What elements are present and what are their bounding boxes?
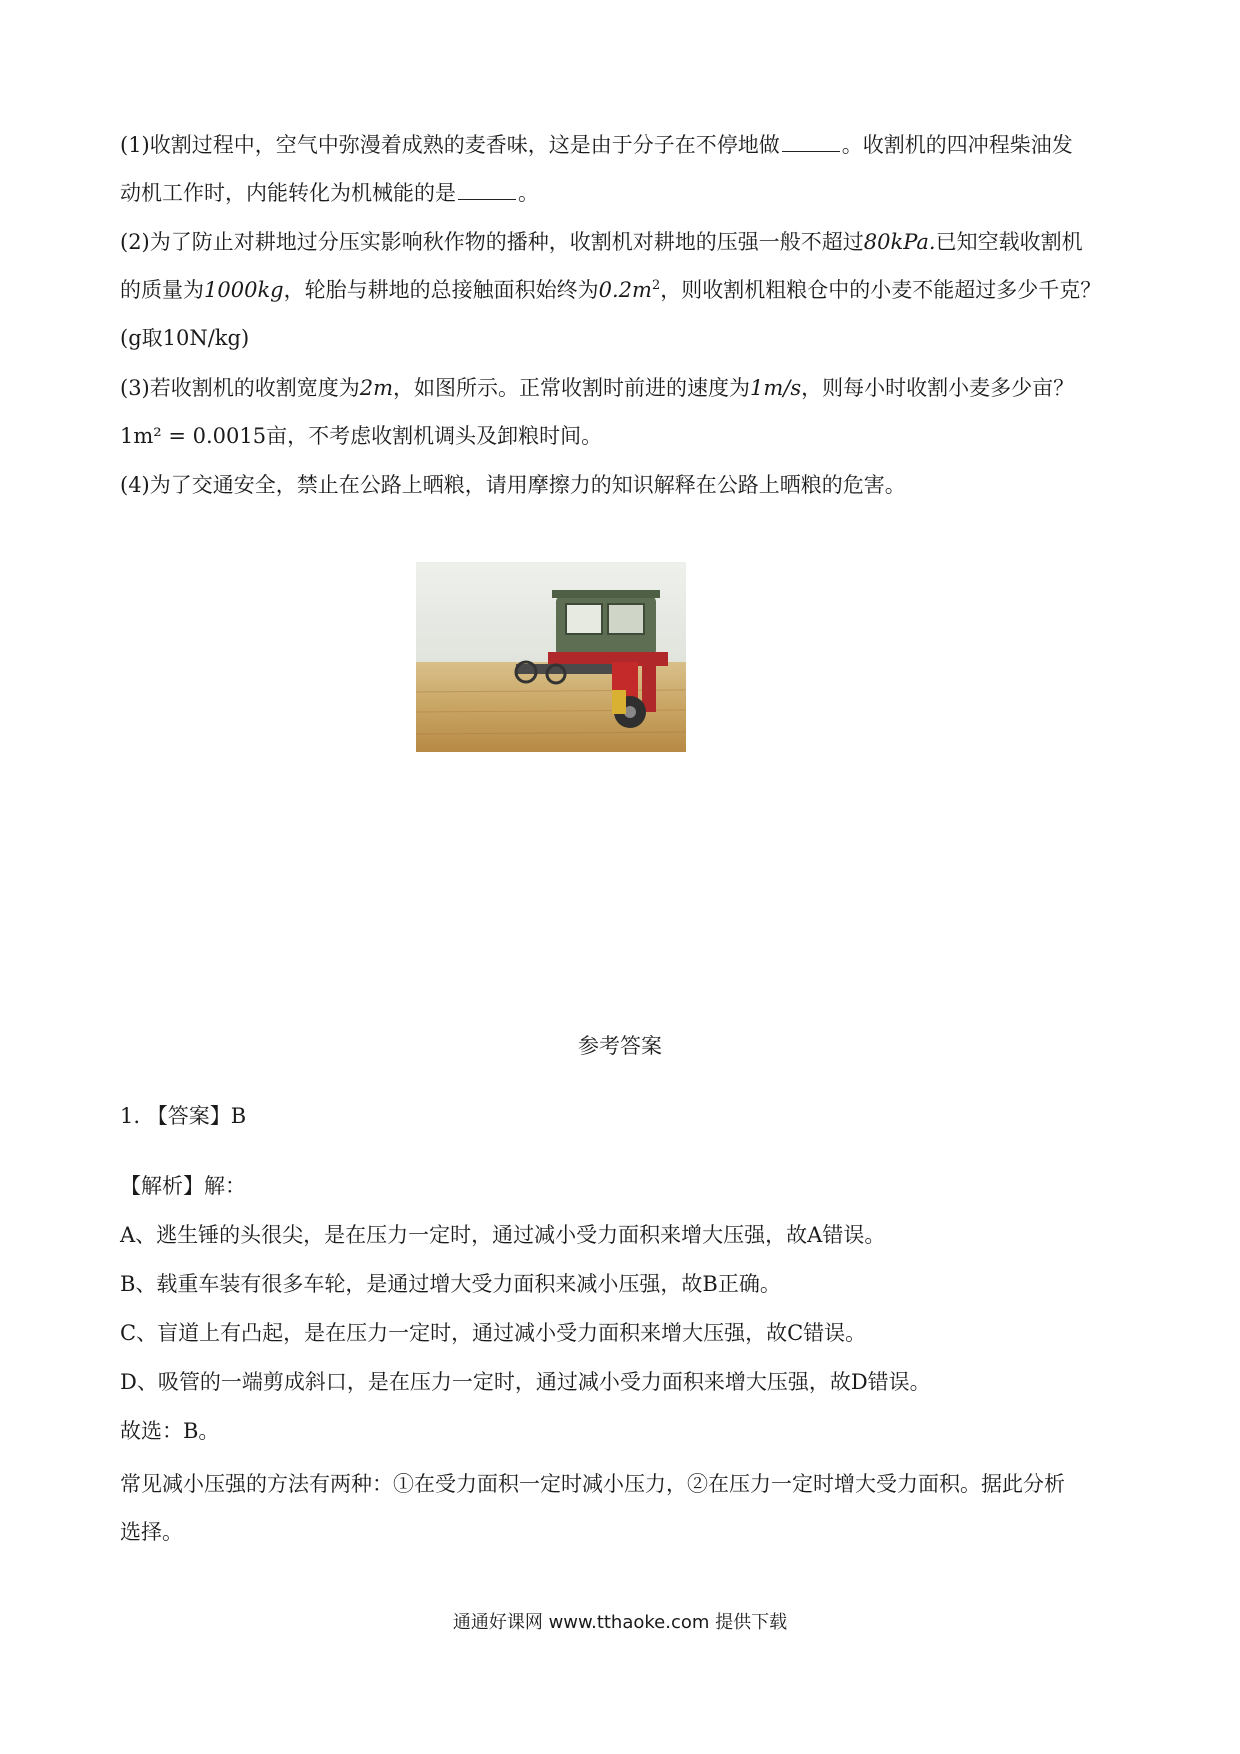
analysis-option-d: D、吸管的一端剪成斜口，是在压力一定时，通过减小受力面积来增大压强，故D错误。 — [120, 1370, 931, 1394]
question-3 — [120, 364, 1120, 460]
speed-value: 1m/s — [750, 376, 802, 400]
analysis-option-a: A、逃生锤的头很尖，是在压力一定时，通过减小受力面积来增大压强，故A错误。 — [120, 1223, 886, 1247]
answer-1: 1. 【答案】B — [120, 1104, 247, 1128]
q1-text-c: 动机工作时，内能转化为机械能的是 — [120, 181, 456, 205]
q1-text-d: 。 — [518, 181, 539, 205]
pressure-value: 80kPa. — [863, 230, 936, 254]
q4-text: (4)为了交通安全，禁止在公路上晒粮，请用摩擦力的知识解释在公路上晒粮的危害。 — [120, 473, 906, 497]
analysis-choice: 故选：B。 — [120, 1419, 220, 1443]
q2-text-b: 已知空载收割机 — [935, 230, 1083, 254]
analysis-label: 【解析】解： — [120, 1174, 246, 1198]
summary-line-1: 常见减小压强的方法有两种：①在受力面积一定时减小压力，②在压力一定时增大受力面积。据此分析 — [120, 1472, 1065, 1496]
question-4 — [120, 461, 1120, 509]
footer-credit: 通通好课网 www.tthaoke.com 提供下载 — [452, 1612, 788, 1633]
analysis-summary — [120, 1460, 1120, 1556]
q2-text-e: ，则收割机粗粮仓中的小麦不能超过多少千克？ — [660, 278, 1102, 302]
answer-blank — [458, 179, 516, 200]
width-value: 2m — [359, 376, 394, 400]
q2-text-f: (g取10N/kg) — [120, 326, 250, 350]
answer-blank — [782, 131, 840, 152]
q3-text-d: 1m² = 0.0015亩，不考虑收割机调头及卸粮时间。 — [120, 424, 603, 448]
analysis-option-b: B、载重车装有很多车轮，是通过增大受力面积来减小压强，故B正确。 — [120, 1272, 781, 1296]
harvester-photo — [416, 562, 686, 752]
q2-text-d: ，轮胎与耕地的总接触面积始终为 — [283, 278, 599, 302]
q1-text-a: (1)收割过程中，空气中弥漫着成熟的麦香味，这是由于分子在不停地做 — [120, 133, 780, 157]
q2-text-a: (2)为了防止对耕地过分压实影响秋作物的播种，收割机对耕地的压强一般不超过 — [120, 230, 864, 254]
q3-text-b: ，如图所示。正常收割时前进的速度为 — [393, 376, 751, 400]
q2-text-c: 的质量为 — [120, 278, 204, 302]
mass-value: 1000kg — [204, 278, 284, 302]
analysis-option-c: C、盲道上有凸起，是在压力一定时，通过减小受力面积来增大压强，故C错误。 — [120, 1321, 867, 1345]
q3-text-c: ，则每小时收割小麦多少亩？ — [801, 376, 1075, 400]
answer-section-title: 参考答案 — [578, 1034, 662, 1058]
harvester-photo-icon — [416, 562, 686, 752]
question-2: (2)为了防止对耕地过分压实影响秋作物的播种，收割机对耕地的压强一般不超过80kPa.已知空载收割机 的质量为1000kg，轮胎与耕地的总接触面积始终为$0.2m^2$，则收割机粗粮仓中的小麦不能超过多少千克？ (g取10N/kg) — [120, 230, 1102, 350]
q1-text-b: 。收割机的四冲程柴油发 — [841, 133, 1073, 157]
question-1 — [120, 121, 1120, 217]
area-value: 0.2m — [598, 278, 652, 302]
q3-text-a: (3)若收割机的收割宽度为 — [120, 376, 360, 400]
summary-line-2: 选择。 — [120, 1520, 183, 1544]
